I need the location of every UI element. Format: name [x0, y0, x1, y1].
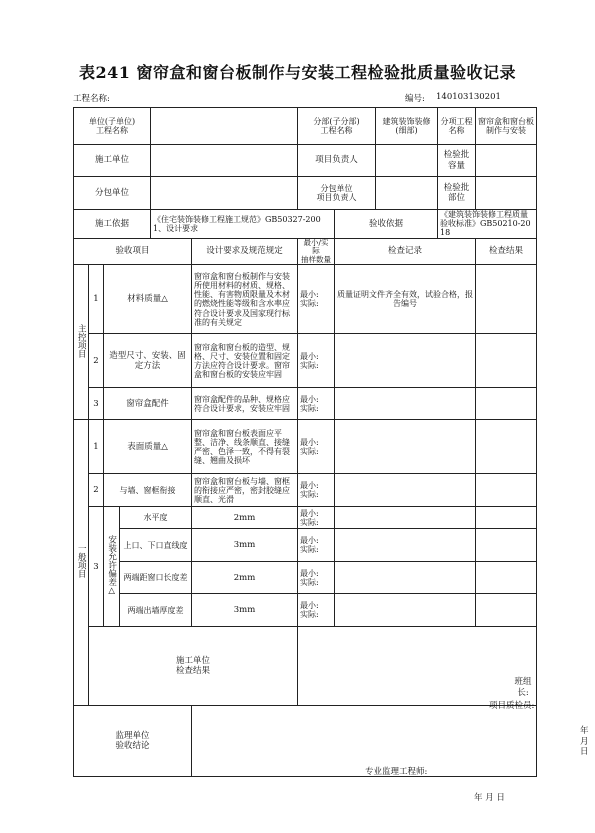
table-row: [74, 388, 537, 420]
tolerance-label: 安装允许偏差△: [104, 507, 120, 627]
sub-lead-value[interactable]: [376, 177, 438, 210]
row-record[interactable]: [335, 562, 476, 594]
tolerance-value: 2mm: [192, 507, 298, 529]
basis-label: 施工依据: [74, 210, 151, 239]
row-sample[interactable]: 最小: 实际:: [298, 420, 335, 474]
table-row: [74, 334, 537, 388]
row-result[interactable]: [476, 529, 537, 562]
row-item-name: 窗帘盒配件: [104, 388, 192, 420]
row-record[interactable]: [335, 334, 476, 388]
unit-name-value[interactable]: [151, 108, 298, 145]
sub-project-label: 分部(子分部) 工程名称: [298, 108, 376, 145]
construct-unit-label: 施工单位: [74, 145, 151, 177]
sub-lead-label: 分包单位 项目负责人: [298, 177, 376, 210]
row-result[interactable]: [476, 474, 537, 507]
row-sample[interactable]: 最小: 实际:: [298, 334, 335, 388]
basis-value: 《住宅装饰装修工程施工规范》GB50327-2001、设计要求: [151, 210, 335, 239]
accept-basis-label: 验收依据: [335, 210, 438, 239]
row-result[interactable]: [476, 388, 537, 420]
serial-value: 140103130201: [436, 92, 501, 102]
row-sample[interactable]: 最小: 实际:: [298, 388, 335, 420]
row-no: 3: [89, 388, 104, 420]
sub-unit-label: 分包单位: [74, 177, 151, 210]
row-sample[interactable]: 最小: 实际:: [298, 507, 335, 529]
row-record[interactable]: [335, 474, 476, 507]
sub-project-value: 建筑装饰装修 (细部): [376, 108, 438, 145]
row-record[interactable]: [335, 388, 476, 420]
row-item-name: 与墙、窗框衔接: [104, 474, 192, 507]
row-requirement: 窗帘盒和窗台板与墙、窗框的衔接应严密，密封胶缝应顺直、光滑: [192, 474, 298, 507]
item-project-value: 窗帘盒和窗台板 制作与安装: [476, 108, 537, 145]
construct-unit-value[interactable]: [151, 145, 298, 177]
general-group-label: 一般项目: [74, 420, 89, 706]
supervise-area[interactable]: [192, 706, 537, 804]
row-requirement: 窗帘盒配件的品种、规格应符合设计要求，安装应牢固: [192, 388, 298, 420]
row-result[interactable]: [476, 562, 537, 594]
table-row: [74, 594, 537, 627]
row-record[interactable]: [335, 507, 476, 529]
row-result[interactable]: [476, 594, 537, 627]
row-result[interactable]: [476, 420, 537, 474]
supervisor-label: 专业监理工程师:: [365, 767, 428, 778]
batch-location-label: 检验批部位: [438, 177, 476, 210]
table-row: [74, 474, 537, 507]
row-no: 2: [89, 334, 104, 388]
sub-unit-value[interactable]: [151, 177, 298, 210]
row-item-name: 造型尺寸、安装、固定方法: [104, 334, 192, 388]
row-sample[interactable]: 最小: 实际:: [298, 562, 335, 594]
quality-inspector-label: 项目质检员:: [489, 701, 535, 712]
item-project-label: 分项工程名称: [438, 108, 476, 145]
tolerance-value: 2mm: [192, 562, 298, 594]
accept-basis-value: 《建筑装饰装修工程质量验收标准》GB50210-2018: [438, 210, 537, 239]
batch-capacity-label: 检验批容量: [438, 145, 476, 177]
col-record: 检查记录: [335, 238, 476, 265]
table-row: [74, 420, 537, 474]
batch-location-value[interactable]: [476, 177, 537, 210]
team-leader-label: 班组长:: [514, 677, 532, 698]
row-requirement: 窗帘盒和窗台板表面应平整、洁净、线条顺直、接缝严密、色泽一致，不得有裂缝、翘曲及损坏: [192, 420, 298, 474]
col-req: 设计要求及规范规定: [192, 238, 298, 265]
col-result: 检查结果: [476, 238, 537, 265]
batch-capacity-value[interactable]: [476, 145, 537, 177]
serial-label: 编号:: [405, 94, 425, 104]
row-record[interactable]: [335, 529, 476, 562]
tolerance-item-name: 两端出墙厚度差: [120, 594, 192, 627]
col-item: 验收项目: [74, 238, 192, 265]
table-row: [74, 507, 537, 529]
project-lead-label: 项目负责人: [298, 145, 376, 177]
inspection-table: [73, 107, 589, 804]
row-result[interactable]: [476, 265, 537, 334]
row-result[interactable]: [476, 507, 537, 529]
unit-name-label: 单位(子单位) 工程名称: [74, 108, 151, 145]
date-label: 年 月 日: [474, 793, 505, 804]
tolerance-item-name: 两端距窗口长度差: [120, 562, 192, 594]
row-requirement: 窗帘盒和窗台板制作与安装所使用材料的材质、规格、性能、有害物质限量及木材的燃烧性能等级和含水率应符合设计要求及国家现行标准的有关规定: [192, 265, 298, 334]
page-title: 表241 窗帘盒和窗台板制作与安装工程检验批质量验收记录: [79, 63, 516, 82]
row-result[interactable]: [476, 334, 537, 388]
row-sample[interactable]: 最小: 实际:: [298, 265, 335, 334]
date-label: 年 月 日: [580, 726, 589, 757]
table-row: [74, 529, 537, 562]
construct-check-area[interactable]: [298, 627, 589, 757]
row-no: 1: [89, 265, 104, 334]
table-row: [74, 265, 537, 334]
col-sample: 最小/实际 抽样数量: [298, 238, 335, 265]
row-record[interactable]: 质量证明文件齐全有效，试验合格，报告编号: [335, 265, 476, 334]
tolerance-item-name: 水平度: [120, 507, 192, 529]
project-lead-value[interactable]: [376, 145, 438, 177]
supervise-label: 监理单位 验收结论: [74, 706, 192, 777]
tolerance-value: 3mm: [192, 529, 298, 562]
row-sample[interactable]: 最小: 实际:: [298, 474, 335, 507]
project-name-label: 工程名称:: [73, 94, 110, 104]
table-row: [74, 562, 537, 594]
row-record[interactable]: [335, 420, 476, 474]
row-sample[interactable]: 最小: 实际:: [298, 594, 335, 627]
row-no: 1: [89, 420, 104, 474]
construct-check-label: 施工单位 检查结果: [89, 627, 298, 706]
row-no: 3: [89, 507, 104, 627]
tolerance-item-name: 上口、下口直线度: [120, 529, 192, 562]
row-sample[interactable]: 最小: 实际:: [298, 529, 335, 562]
main-group-label: 主控项目: [74, 265, 89, 420]
row-requirement: 窗帘盒和窗台板的造型、规格、尺寸、安装位置和固定方法应符合设计要求。窗帘盒和窗台板的安装应牢固: [192, 334, 298, 388]
row-record[interactable]: [335, 594, 476, 627]
row-item-name: 材料质量△: [104, 265, 192, 334]
row-no: 2: [89, 474, 104, 507]
tolerance-value: 3mm: [192, 594, 298, 627]
row-item-name: 表面质量△: [104, 420, 192, 474]
